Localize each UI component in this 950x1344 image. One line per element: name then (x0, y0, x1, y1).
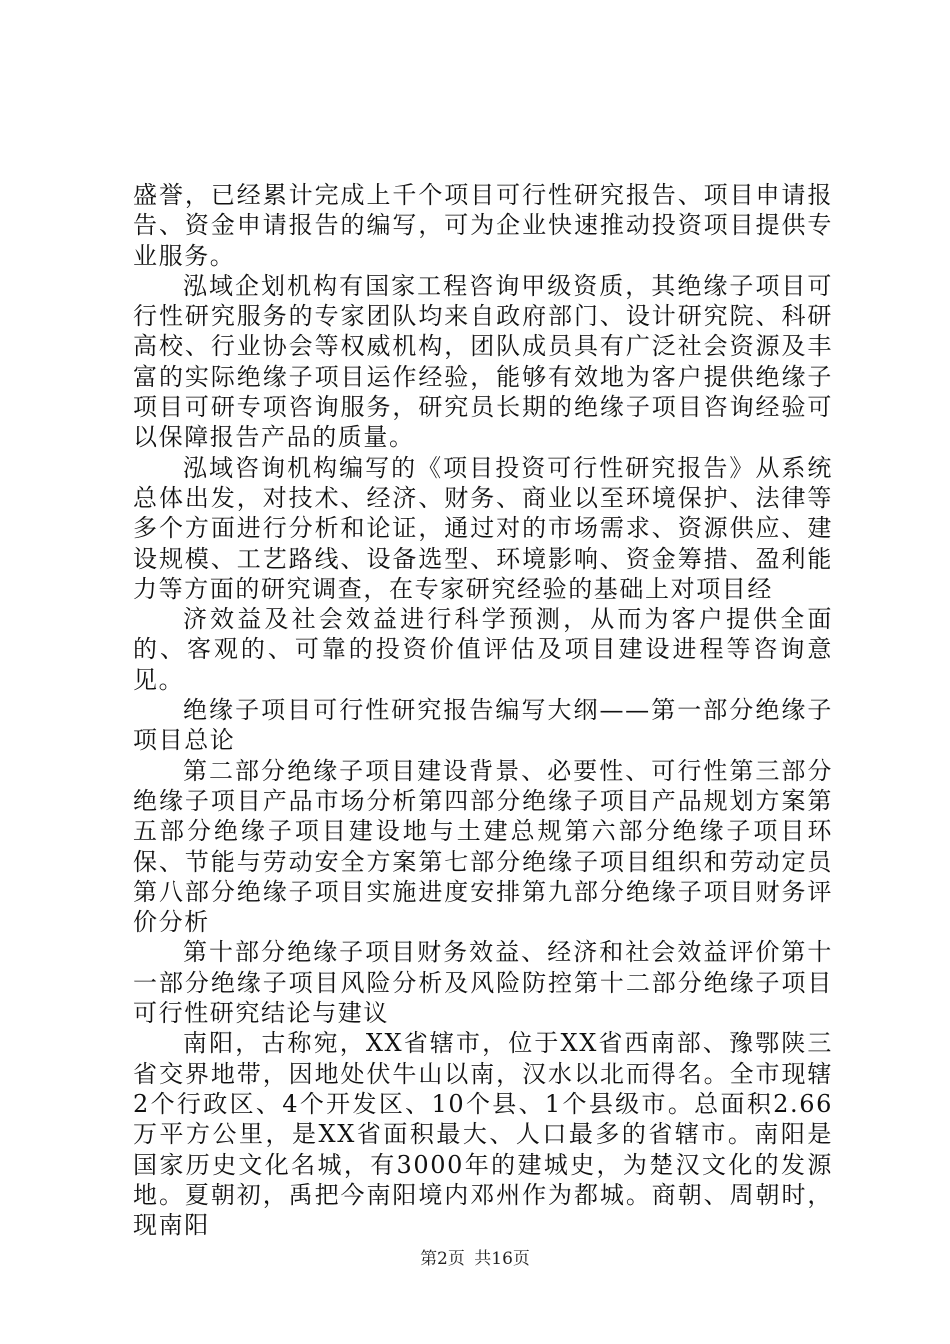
paragraph-7: 第十部分绝缘子项目财务效益、经济和社会效益评价第十一部分绝缘子项目风险分析及风险防控第十二部分绝缘子项目可行性研究结论与建议 (133, 938, 833, 1028)
page-total: 共16页 (474, 1249, 530, 1269)
paragraph-1: 盛誉，已经累计完成上千个项目可行性研究报告、项目申请报告、资金申请报告的编写，可为企业快速推动投资项目提供专业服务。 (133, 181, 833, 270)
paragraph-3: 泓域咨询机构编写的《项目投资可行性研究报告》从系统总体出发，对技术、经济、财务、商业以至环境保护、法律等多个方面进行分析和论证，通过对的市场需求、资源供应、建设规模、工艺路线、设备选型、环境影响、资金筹措、盈利能力等方面的研究调查，在专家研究经验的基础上对项目经 (133, 453, 833, 603)
paragraph-6: 第二部分绝缘子项目建设背景、必要性、可行性第三部分绝缘子项目产品市场分析第四部分绝缘子项目产品规划方案第五部分绝缘子项目建设地与土建总规第六部分绝缘子项目环保、节能与劳动安全方案第七部分绝缘子项目组织和劳动定员第八部分绝缘子项目实施进度安排第九部分绝缘子项目财务评价分析 (133, 756, 833, 937)
page-number: 第2页 (420, 1249, 465, 1269)
paragraph-4: 济效益及社会效益进行科学预测，从而为客户提供全面的、客观的、可靠的投资价值评估及项目建设进程等咨询意见。 (133, 605, 833, 694)
paragraph-5: 绝缘子项目可行性研究报告编写大纲——第一部分绝缘子项目总论 (133, 696, 833, 755)
paragraph-2: 泓域企划机构有国家工程咨询甲级资质，其绝缘子项目可行性研究服务的专家团队均来自政府部门、设计研究院、科研高校、行业协会等权威机构，团队成员具有广泛社会资源及丰富的实际绝缘子项目运作经验，能够有效地为客户提供绝缘子项目可研专项咨询服务，研究员长期的绝缘子项目咨询经验可以保障报告产品的质量。 (133, 271, 833, 452)
document-body (133, 180, 833, 1240)
paragraph-8: 南阳，古称宛，XX省辖市，位于XX省西南部、豫鄂陕三省交界地带，因地处伏牛山以南，汉水以北而得名。全市现辖2个行政区、4个开发区、10个县、1个县级市。总面积2.66万平方公里，是XX省面积最大、人口最多的省辖市。南阳是国家历史文化名城，有3000年的建城史，为楚汉文化的发源地。夏朝初，禹把今南阳境内邓州作为都城。商朝、周朝时，现南阳 (133, 1029, 833, 1240)
page-footer (0, 1244, 950, 1269)
